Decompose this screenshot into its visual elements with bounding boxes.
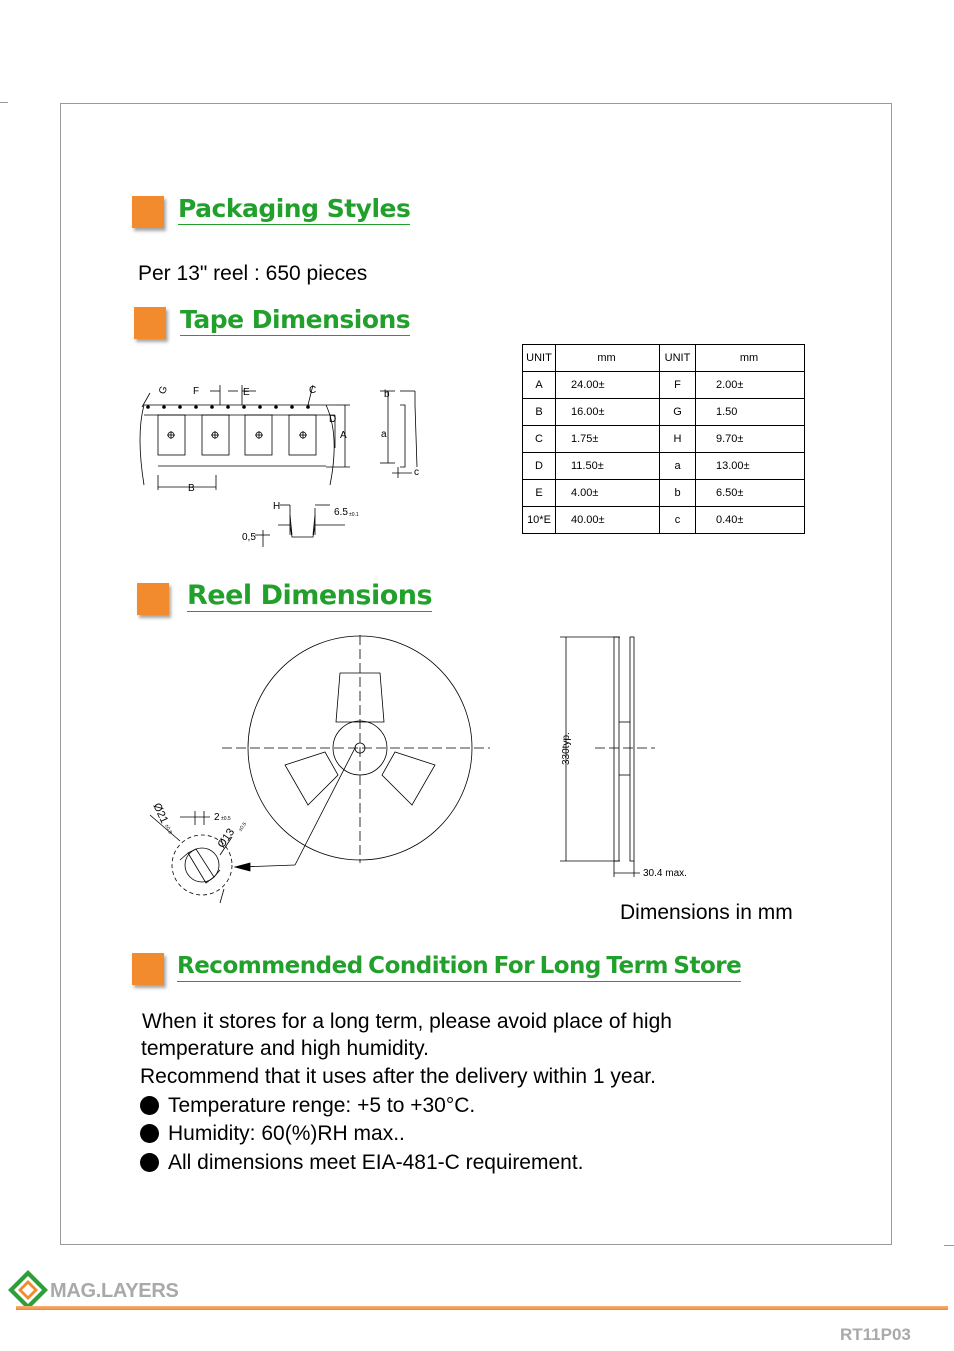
reel-drawing — [140, 625, 710, 910]
table-row — [523, 426, 805, 453]
tape-label-thickness: 0,5 — [242, 532, 256, 543]
tape-label-a: A — [340, 430, 347, 441]
table-cell: C — [523, 426, 556, 453]
reel-title: Reel Dimensions — [187, 580, 433, 611]
reel-label-bore-dia: Ø13 — [215, 826, 238, 851]
tape-label-pitch-tol: ±0.1 — [349, 512, 359, 518]
tape-title: Tape Dimensions — [180, 305, 411, 334]
footer-brand: MAG.LAYERS — [50, 1280, 179, 1302]
tape-drawing — [130, 375, 430, 550]
reel-label-slot: 2 — [214, 812, 220, 823]
table-cell: A — [523, 372, 556, 399]
table-cell: E — [523, 480, 556, 507]
orange-square-icon — [134, 307, 166, 339]
tape-label-c-small: c — [414, 467, 419, 478]
table-cell: c — [660, 507, 696, 534]
document-code: RT11P03 — [840, 1325, 911, 1344]
table-cell: 13.00± — [696, 453, 805, 480]
tape-label-f: F — [193, 386, 200, 397]
orange-square-icon — [132, 953, 164, 985]
tape-label-d: D — [329, 414, 337, 425]
orange-square-icon — [137, 583, 169, 615]
reel-caption: Dimensions in mm — [620, 901, 793, 924]
tape-label-a-small: a — [381, 429, 387, 440]
storage-line-1: When it stores for a long term, please avoid place of high — [142, 1010, 672, 1033]
reel-label-slot-tol: ±0.5 — [221, 816, 231, 822]
table-header-cell: UNIT — [660, 345, 696, 372]
tape-label-b: B — [188, 483, 195, 494]
reel-label-bore-dia-tol: ±0.5 — [237, 821, 249, 833]
table-cell: G — [660, 399, 696, 426]
table-header-cell: mm — [696, 345, 805, 372]
table-row — [523, 507, 805, 534]
table-cell: B — [523, 399, 556, 426]
table-row — [523, 453, 805, 480]
tape-label-g: G — [157, 384, 171, 396]
packaging-text: Per 13" reel : 650 pieces — [138, 262, 368, 285]
table-cell: 40.00± — [556, 507, 660, 534]
table-header-cell: mm — [556, 345, 660, 372]
reel-label-hub-dia: Ø21 — [150, 801, 171, 826]
table-cell: 4.00± — [556, 480, 660, 507]
table-cell: 24.00± — [556, 372, 660, 399]
table-cell: H — [660, 426, 696, 453]
orange-square-icon — [132, 196, 164, 228]
tape-label-e: E — [243, 387, 250, 398]
tape-dimensions-table — [522, 344, 805, 534]
table-row — [523, 480, 805, 507]
storage-line-2: temperature and high humidity. — [141, 1037, 429, 1060]
packaging-title: Packaging Styles — [178, 194, 411, 223]
table-cell: 6.50± — [696, 480, 805, 507]
table-cell: F — [660, 372, 696, 399]
footer-bar — [16, 1306, 948, 1310]
table-row — [523, 372, 805, 399]
storage-bullet-1 — [140, 1094, 475, 1118]
tape-label-h: H — [273, 501, 281, 512]
table-cell: 10*E — [523, 507, 556, 534]
storage-bullet-2 — [140, 1122, 405, 1146]
table-cell: 1.75± — [556, 426, 660, 453]
storage-title: Recommended Condition For Long Term Store — [177, 951, 741, 982]
table-cell: 16.00± — [556, 399, 660, 426]
reel-label-hub-dia-tol: ±0.8 — [163, 823, 173, 835]
table-cell: a — [660, 453, 696, 480]
storage-line-3: Recommend that it uses after the delivery within 1 year. — [140, 1065, 656, 1088]
bullet-dot-icon — [140, 1153, 159, 1172]
table-cell: 0.40± — [696, 507, 805, 534]
table-cell: 1.50 — [696, 399, 805, 426]
tape-label-pitch: 6.5 — [334, 507, 348, 518]
reel-label-width: 30.4 max. — [643, 868, 687, 879]
bullet-text: Humidity: 60(%)RH max.. — [168, 1122, 405, 1145]
bullet-dot-icon — [140, 1096, 159, 1115]
crop-mark-left — [0, 102, 8, 103]
tape-label-c: C — [309, 385, 317, 396]
table-cell: b — [660, 480, 696, 507]
table-header-row — [523, 345, 805, 372]
bullet-text: Temperature renge: +5 to +30°C. — [168, 1094, 476, 1117]
table-cell: 2.00± — [696, 372, 805, 399]
table-cell: D — [523, 453, 556, 480]
table-header-cell: UNIT — [523, 345, 556, 372]
bullet-text: All dimensions meet EIA-481-C requirement. — [168, 1151, 584, 1174]
tape-label-b-small: b — [384, 389, 390, 400]
table-cell: 11.50± — [556, 453, 660, 480]
crop-mark-right — [944, 1245, 954, 1246]
table-row — [523, 399, 805, 426]
table-cell: 9.70± — [696, 426, 805, 453]
storage-bullet-3 — [140, 1151, 584, 1175]
bullet-dot-icon — [140, 1124, 159, 1143]
reel-label-height: 330typ. — [561, 732, 572, 765]
